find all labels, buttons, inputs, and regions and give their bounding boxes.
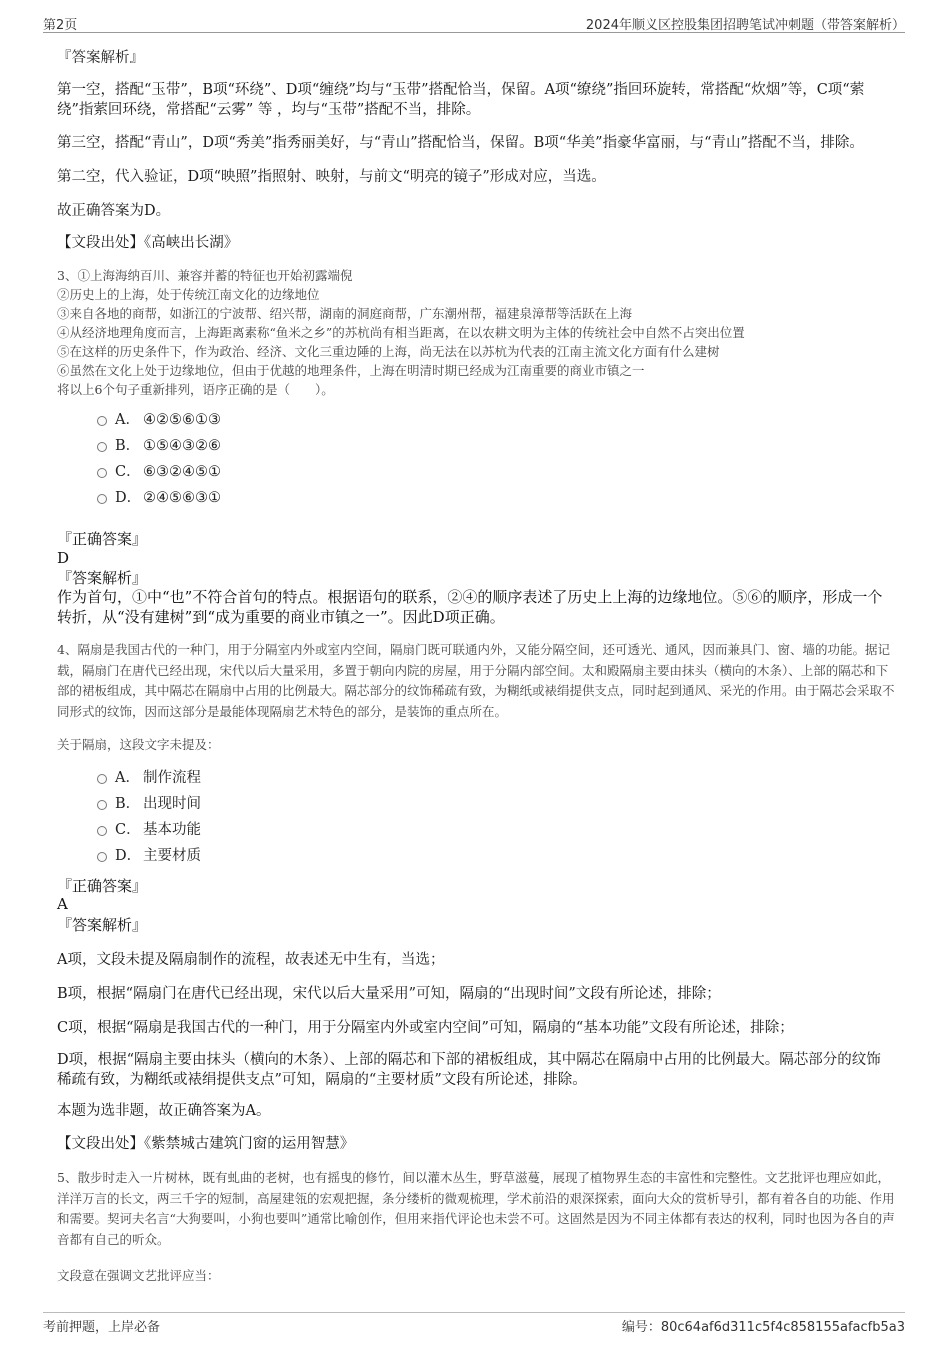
q4-analysis-conclusion: 本题为选非题，故正确答案为A。 (57, 1103, 271, 1119)
q4-option-d[interactable] (97, 846, 201, 866)
q3-analysis: 作为首句，①中“也”不符合首句的特点。根据语句的联系，②④的顺序表述了历史上上海的边缘地位。⑤⑥的顺序，形成一个转折，从“没有建树”到“成为重要的商业市镇之一”。因此D项正确。 (57, 588, 883, 626)
option-key: C． (115, 464, 141, 480)
radio-icon[interactable] (97, 774, 107, 784)
q3-option-d[interactable] (97, 488, 221, 508)
q4-source: 【文段出处】《紫禁城古建筑门窗的运用智慧》 (57, 1136, 355, 1152)
option-key: D． (115, 848, 142, 864)
radio-icon[interactable] (97, 468, 107, 478)
q5-question: 文段意在强调文艺批评应当： (57, 1268, 220, 1283)
option-text: 出现时间 (143, 796, 201, 812)
radio-icon[interactable] (97, 800, 107, 810)
q3-line: ③来自各地的商帮，如浙江的宁波帮、绍兴帮，湖南的洞庭商帮，广东潮州帮，福建泉漳帮等活跃在上海 (57, 306, 633, 321)
q3-stem (57, 266, 895, 399)
option-key: A． (115, 412, 140, 428)
q4-option-a[interactable] (97, 768, 201, 788)
q2-source: 【文段出处】《高峡出长湖》 (57, 235, 239, 251)
q2-analysis-label: 『答案解析』 (57, 50, 144, 66)
q3-line: 将以上6个句子重新排列，语序正确的是（ ）。 (57, 382, 334, 397)
q3-line: ⑤在这样的历史条件下，作为政治、经济、文化三重边陲的上海，尚无法在以苏杭为代表的江南主流文化方面有什么建树 (57, 344, 720, 359)
option-key: B． (115, 796, 141, 812)
radio-icon[interactable] (97, 416, 107, 426)
q3-option-b[interactable] (97, 436, 221, 456)
q4-stem: 4、隔扇是我国古代的一种门，用于分隔室内外或室内空间，隔扇门既可联通内外，又能分隔空间，还可透光、通风，因而兼具门、窗、墙的功能。据记载，隔扇门在唐代已经出现，宋代以后大量采用，多置于朝向内院的房屋，用于分隔内部空间。太和殿隔扇主要由抹头（横向的木条）、上部的隔芯和下部的裙板组成，其中隔芯在隔扇中占用的比例最大。隔芯部分的纹饰稀疏有致，为糊纸或裱绢提供支点，同时起到通风、采光的作用。由于隔芯会采取不同形式的纹饰，因而这部分是最能体现隔扇艺术特色的部分，是装饰的重点所在。 (57, 642, 895, 719)
q4-answer-label: 『正确答案』 (57, 877, 148, 895)
q4-option-b[interactable] (97, 794, 201, 814)
q3-analysis-label: 『答案解析』 (57, 569, 148, 587)
q5-stem: 5、散步时走入一片树林，既有虬曲的老树，也有摇曳的修竹，间以灌木丛生，野草滋蔓，展现了植物界生态的丰富性和完整性。文艺批评也理应如此，洋洋万言的长文，两三千字的短制，高屋建瓴的宏观把握，条分缕析的微观梳理，学术前沿的艰深探索，面向大众的赏析导引，都有着各自的功能、作用和需要。契诃夫名言“大狗要叫，小狗也要叫”通常比喻创作，但用来指代评论也未尝不可。这固然是因为不同主体都有表达的权利，同时也因为各自的声音都有自己的听众。 (57, 1170, 895, 1247)
option-text: 制作流程 (143, 770, 201, 786)
page-footer (43, 1312, 905, 1336)
q3-answer: D (57, 549, 70, 567)
document-title: 2024年顺义区控股集团招聘笔试冲刺题（带答案解析） (585, 18, 905, 33)
radio-icon[interactable] (97, 442, 107, 452)
q4-option-c[interactable] (97, 820, 201, 840)
q3-line: ⑥虽然在文化上处于边缘地位，但由于优越的地理条件，上海在明清时期已经成为江南重要的商业市镇之一 (57, 363, 645, 378)
q3-line: ④从经济地理角度而言，上海距离素称“鱼米之乡”的苏杭尚有相当距离，在以农耕文明为主体的传统社会中自然不占突出位置 (57, 325, 745, 340)
option-text: ⑥③②④⑤① (143, 464, 221, 480)
q4-analysis-b: B项，根据“隔扇门在唐代已经出现，宋代以后大量采用”可知，隔扇的“出现时间”文段有所论述，排除； (57, 986, 721, 1002)
radio-icon[interactable] (97, 852, 107, 862)
q4-answer: A (57, 895, 68, 913)
option-key: B． (115, 438, 141, 454)
option-key: A． (115, 770, 140, 786)
page-header (43, 14, 905, 33)
q3-line: ②历史上的上海，处于传统江南文化的边缘地位 (57, 287, 320, 302)
option-text: 主要材质 (143, 848, 201, 864)
q4-analysis-c: C项，根据“隔扇是我国古代的一种门，用于分隔室内外或室内空间”可知，隔扇的“基本功能”文段有所论述，排除； (57, 1020, 794, 1036)
footer-slogan: 考前押题，上岸必备 (43, 1320, 161, 1335)
option-key: C． (115, 822, 141, 838)
q4-analysis-a: A项，文段未提及隔扇制作的流程，故表述无中生有，当选； (57, 952, 445, 968)
q3-option-c[interactable] (97, 462, 221, 482)
option-text: 基本功能 (143, 822, 201, 838)
q2-analysis-p3: 第二空，代入验证，D项“映照”指照射、映射，与前文“明亮的镜子”形成对应，当选。 (57, 169, 606, 185)
q4-analysis-d: D项，根据“隔扇主要由抹头（横向的木条）、上部的隔芯和下部的裙板组成，其中隔芯在隔扇中占用的比例最大。隔芯部分的纹饰稀疏有致，为糊纸或裱绢提供支点”可知，隔扇的“主要材质”文段有所论述，排除。 (57, 1052, 881, 1088)
q2-analysis-p4: 故正确答案为D。 (57, 203, 171, 219)
q4-analysis-label: 『答案解析』 (57, 916, 148, 934)
radio-icon[interactable] (97, 826, 107, 836)
q3-option-a[interactable] (97, 410, 221, 430)
page-number: 第2页 (43, 18, 78, 33)
q3-answer-label: 『正确答案』 (57, 530, 148, 548)
document-id: 编号：80c64af6d311c5f4c858155afacfb5a3 (621, 1320, 905, 1335)
option-text: ①⑤④③②⑥ (143, 438, 221, 454)
q3-line: 3、①上海海纳百川、兼容并蓄的特征也开始初露端倪 (57, 268, 353, 283)
q2-analysis-p2: 第三空，搭配“青山”，D项“秀美”指秀丽美好，与“青山”搭配恰当，保留。B项“华美”指豪华富丽，与“青山”搭配不当，排除。 (57, 135, 864, 151)
option-key: D． (115, 490, 142, 506)
option-text: ④②⑤⑥①③ (143, 412, 221, 428)
q4-question: 关于隔扇，这段文字未提及： (57, 737, 220, 752)
q2-analysis-p1: 第一空，搭配“玉带”，B项“环绕”、D项“缠绕”均与“玉带”搭配恰当，保留。A项“缭绕”指回环旋转，常搭配“炊烟”等，C项“萦绕”指萦回环绕，常搭配“云雾” 等 ，均与“玉带”搭配不当，排除。 (57, 82, 865, 118)
radio-icon[interactable] (97, 494, 107, 504)
option-text: ②④⑤⑥③① (143, 490, 221, 506)
